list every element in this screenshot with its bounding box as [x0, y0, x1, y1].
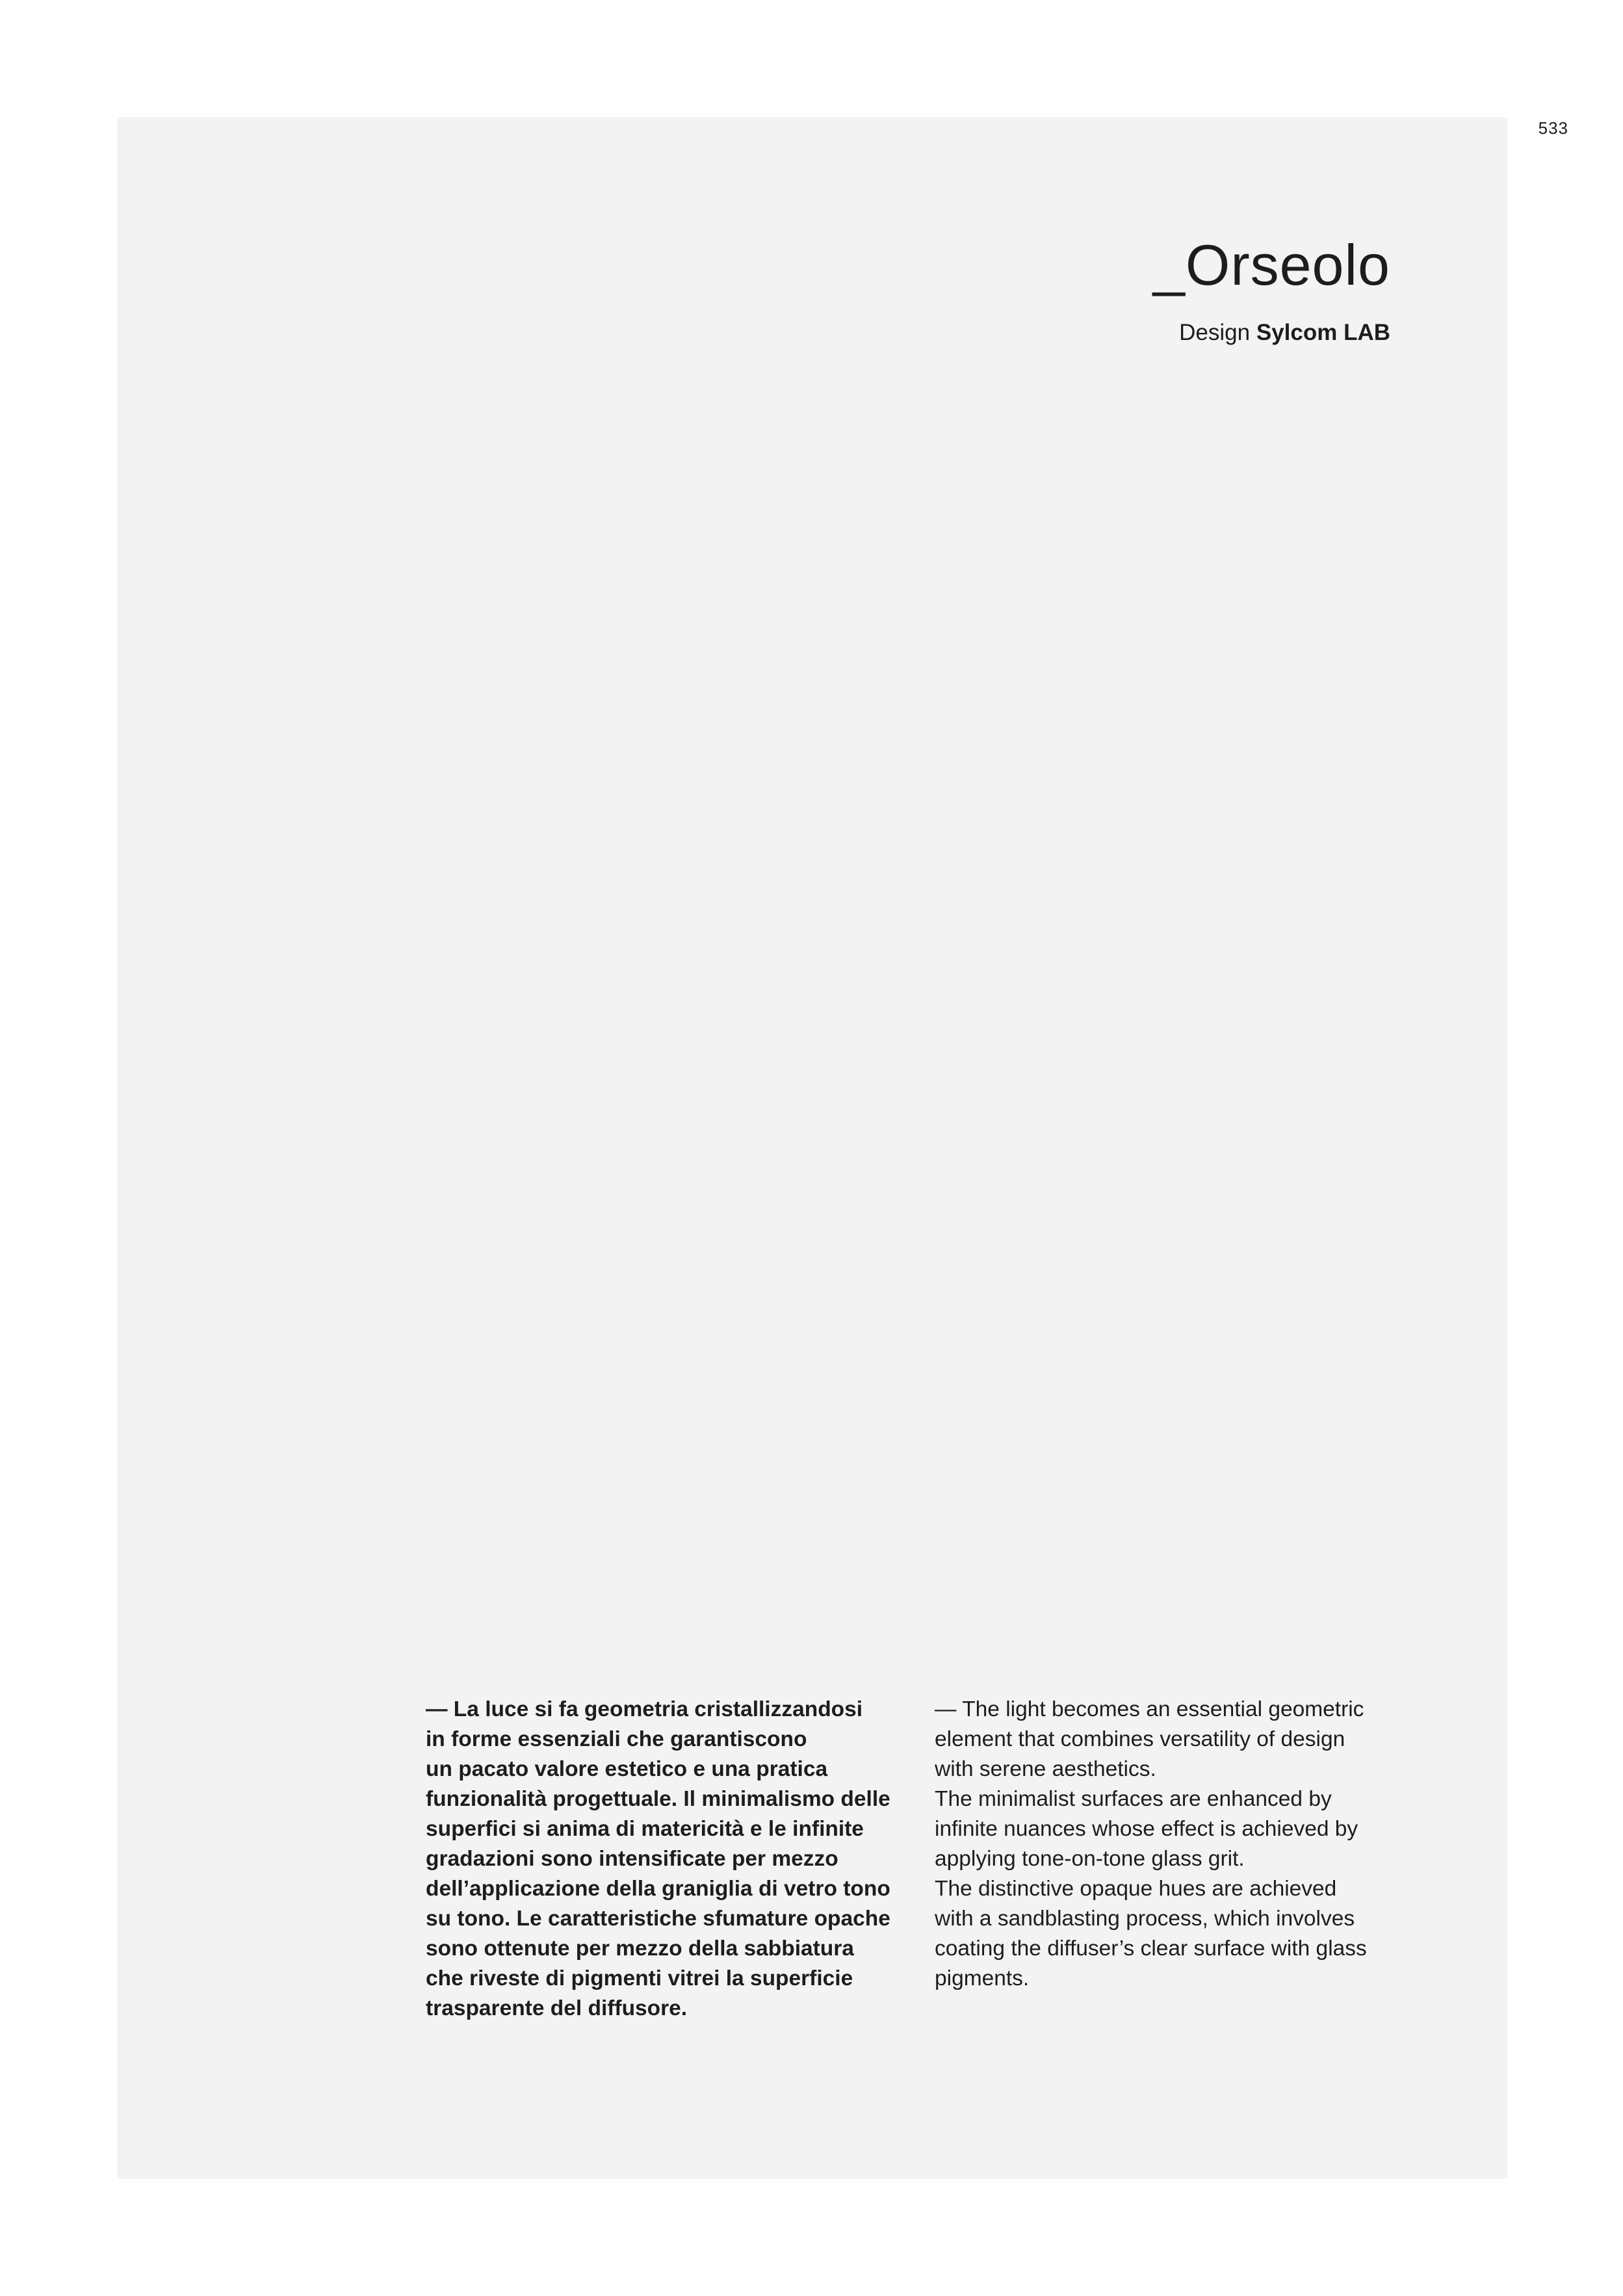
- english-line: with a sandblasting process, which involves: [935, 1907, 1355, 1931]
- italian-line: in forme essenziali che garantiscono: [426, 1727, 807, 1751]
- english-line: with serene aesthetics.: [935, 1757, 1156, 1781]
- english-line: — The light becomes an essential geometric: [935, 1697, 1364, 1721]
- italian-line: che riveste di pigmenti vitrei la superficie: [426, 1966, 853, 1990]
- designer-name: Sylcom LAB: [1256, 320, 1390, 345]
- italian-line: funzionalità progettuale. Il minimalismo delle: [426, 1787, 890, 1811]
- content-panel: [117, 117, 1507, 2179]
- english-line: infinite nuances whose effect is achieved by: [935, 1817, 1358, 1841]
- italian-line: trasparente del diffusore.: [426, 1996, 688, 2020]
- italian-line: superfici si anima di matericità e le infinite: [426, 1817, 864, 1841]
- italian-line: un pacato valore estetico e una pratica: [426, 1757, 828, 1781]
- italian-line: dell’applicazione della graniglia di vetro tono: [426, 1877, 890, 1901]
- italian-line: — La luce si fa geometria cristallizzandosi: [426, 1697, 863, 1721]
- italian-line: sono ottenute per mezzo della sabbiatura: [426, 1937, 854, 1961]
- english-line: applying tone-on-tone glass grit.: [935, 1847, 1245, 1871]
- english-line: coating the diffuser’s clear surface with glass: [935, 1937, 1367, 1961]
- page-number: 533: [1538, 118, 1568, 138]
- italian-line: gradazioni sono intensificate per mezzo: [426, 1847, 838, 1871]
- english-line: The minimalist surfaces are enhanced by: [935, 1787, 1332, 1811]
- english-description: [935, 1695, 1367, 1994]
- title-block: [1153, 233, 1390, 346]
- english-line: element that combines versatility of design: [935, 1727, 1345, 1751]
- designer-credit: [1153, 320, 1390, 346]
- italian-line: su tono. Le caratteristiche sfumature opache: [426, 1907, 890, 1931]
- designer-prefix: Design: [1179, 320, 1251, 345]
- english-line: pigments.: [935, 1966, 1030, 1990]
- english-line: The distinctive opaque hues are achieved: [935, 1877, 1337, 1901]
- page-title: _Orseolo: [1152, 233, 1390, 297]
- italian-description: [426, 1695, 890, 2024]
